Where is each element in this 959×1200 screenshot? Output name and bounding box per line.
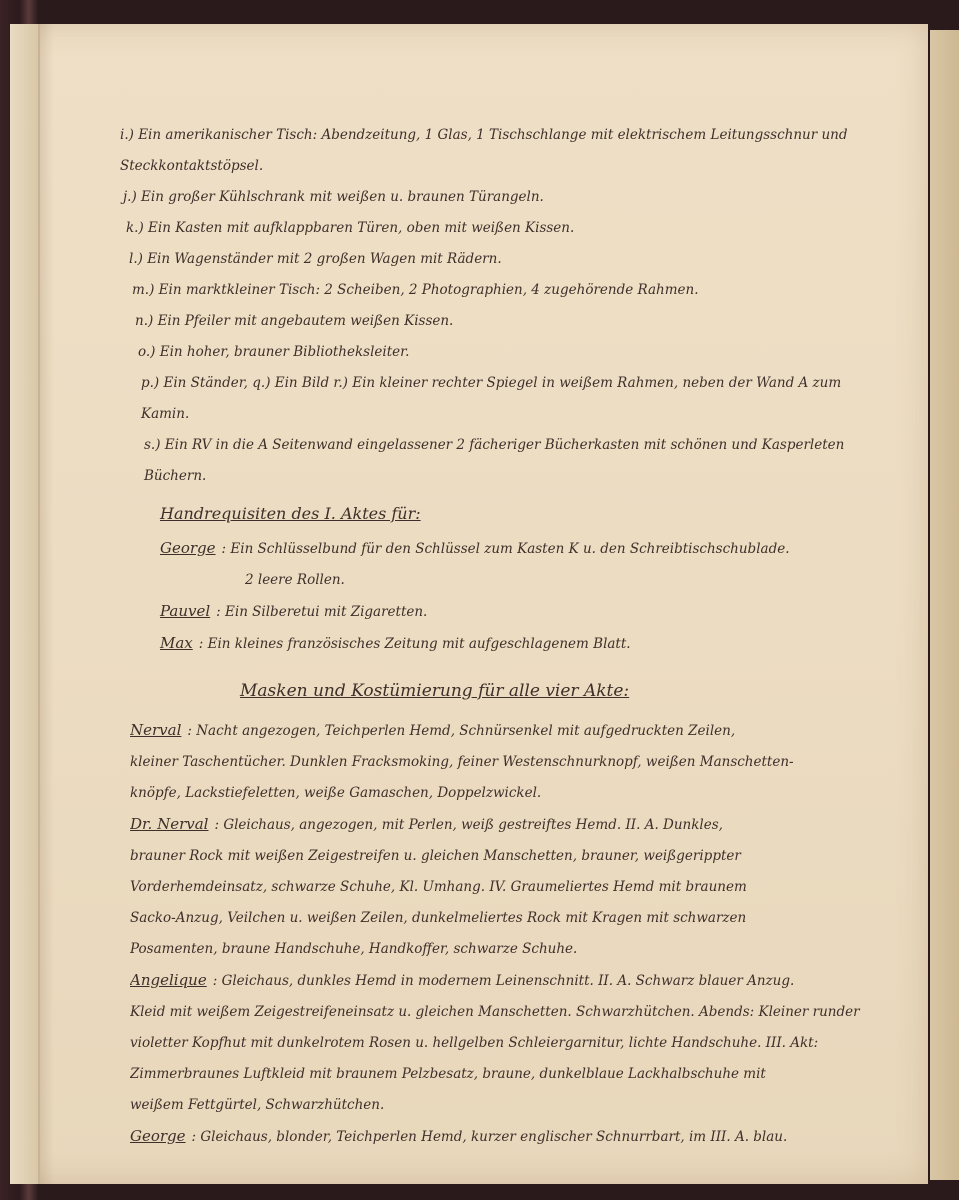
costume-text: knöpfe, Lackstiefeletten, weiße Gamaschen, Doppelzwickel.	[130, 785, 542, 801]
item-p	[120, 368, 890, 430]
costume-line	[130, 1090, 890, 1121]
costume-text: Gleichaus, angezogen, mit Perlen, weiß gestreiftes Hemd. II. A. Dunkles,	[223, 817, 723, 833]
costume-line	[130, 1059, 890, 1090]
item-i	[120, 120, 890, 182]
role-name: Pauvel	[160, 602, 211, 620]
costume-text: kleiner Taschentücher. Dunklen Fracksmoking, feiner Westenschnurknopf, weißen Manschetten-	[130, 754, 794, 770]
costume-text: Vorderhemdeinsatz, schwarze Schuhe, Kl. Umhang. IV. Graumeliertes Hemd mit braunem	[130, 879, 747, 895]
book-binding	[10, 24, 40, 1184]
costume-line	[130, 903, 890, 934]
props-heading: Handrequisiten des I. Aktes für:	[160, 504, 421, 523]
item-k	[120, 213, 890, 244]
item-text: Ein großer Kühlschrank mit weißen u. braunen Türangeln.	[141, 189, 544, 205]
item-label: i.)	[120, 127, 134, 143]
item-text: Ein Kasten mit aufklappbaren Türen, oben mit weißen Kissen.	[148, 220, 575, 236]
item-text: Ein Pfeiler mit angebautem weißen Kissen.	[157, 313, 454, 329]
item-m	[120, 275, 890, 306]
costume-role: Nerval	[130, 721, 182, 739]
costume-text: Gleichaus, blonder, Teichperlen Hemd, kurzer englischer Schnurrbart, im III. A. blau.	[200, 1129, 788, 1145]
props-text-continued: 2 leere Rollen.	[245, 572, 345, 588]
costume-text: Posamenten, braune Handschuhe, Handkoffer, schwarze Schuhe.	[130, 941, 578, 957]
item-label: n.)	[135, 313, 154, 329]
costume-line: George : Gleichaus, blonder, Teichperlen Hemd, kurzer englischer Schnurrbart, im III. A. blau.	[130, 1121, 890, 1153]
props-row: Pauvel : Ein Silberetui mit Zigaretten.	[160, 596, 890, 628]
props-row: Max : Ein kleines französisches Zeitung mit aufgeschlagenem Blatt.	[160, 628, 890, 660]
item-n	[120, 306, 890, 337]
props-text: Ein kleines französisches Zeitung mit aufgeschlagenem Blatt.	[207, 636, 631, 652]
costume-role: Dr. Nerval	[130, 815, 209, 833]
item-j	[120, 182, 890, 213]
costume-line	[130, 997, 890, 1028]
item-text: Ein Ständer, q.) Ein Bild r.) Ein kleiner rechter Spiegel in weißem Rahmen, neben der Wand A zum Kamin.	[141, 375, 842, 422]
item-label: k.)	[126, 220, 144, 236]
costume-line	[130, 872, 890, 903]
item-label: o.)	[138, 344, 156, 360]
item-text: Ein amerikanischer Tisch: Abendzeitung, 1 Glas, 1 Tischschlange mit elektrischem Leitungsschnur und Steckkontaktstöpsel.	[120, 127, 848, 174]
costume-text: Sacko-Anzug, Veilchen u. weißen Zeilen, dunkelmeliertes Rock mit Kragen mit schwarzen	[130, 910, 747, 926]
manuscript-text	[120, 120, 890, 1153]
item-label: p.)	[141, 375, 160, 391]
page-fold-shadow	[38, 24, 54, 1184]
costume-line: Dr. Nerval : Gleichaus, angezogen, mit Perlen, weiß gestreiftes Hemd. II. A. Dunkles,	[130, 809, 890, 841]
props-row: George : Ein Schlüsselbund für den Schlüssel zum Kasten K u. den Schreibtischschublade.	[160, 533, 890, 565]
item-o	[120, 337, 890, 368]
costume-text: brauner Rock mit weißen Zeigestreifen u. gleichen Manschetten, brauner, weißgerippter	[130, 848, 741, 864]
role-name: Max	[160, 634, 193, 652]
costume-line	[130, 1028, 890, 1059]
props-text: Ein Schlüsselbund für den Schlüssel zum Kasten K u. den Schreibtischschublade.	[230, 541, 790, 557]
item-list	[120, 120, 890, 492]
costume-line: Nerval : Nacht angezogen, Teichperlen Hemd, Schnürsenkel mit aufgedruckten Zeilen,	[130, 715, 890, 747]
item-l	[120, 244, 890, 275]
costume-line	[130, 934, 890, 965]
item-label: l.)	[129, 251, 143, 267]
costume-text: Nacht angezogen, Teichperlen Hemd, Schnürsenkel mit aufgedruckten Zeilen,	[196, 723, 736, 739]
costume-role: George	[130, 1127, 186, 1145]
costume-line	[130, 778, 890, 809]
item-s	[120, 430, 890, 492]
costume-text: Kleid mit weißem Zeigestreifeneinsatz u. gleichen Manschetten. Schwarzhütchen. Abends: Kleiner runder	[130, 1004, 860, 1020]
costume-text: violetter Kopfhut mit dunkelrotem Rosen u. hellgelben Schleiergarnitur, lichte Handschuhe. III. Akt:	[130, 1035, 819, 1051]
costume-role: Angelique	[130, 971, 207, 989]
item-text: Ein marktkleiner Tisch: 2 Scheiben, 2 Photographien, 4 zugehörende Rahmen.	[158, 282, 699, 298]
costume-line	[130, 747, 890, 778]
costume-list	[120, 715, 890, 1153]
costume-line	[130, 841, 890, 872]
item-label: m.)	[132, 282, 155, 298]
item-label: j.)	[123, 189, 137, 205]
page-edge	[930, 30, 959, 1180]
role-name: George	[160, 539, 216, 557]
props-list	[120, 533, 890, 660]
costume-text: Zimmerbraunes Luftkleid mit braunem Pelzbesatz, braune, dunkelblaue Lackhalbschuhe mit	[130, 1066, 766, 1082]
item-label: s.)	[144, 437, 161, 453]
costume-text: Gleichaus, dunkles Hemd in modernem Leinenschnitt. II. A. Schwarz blauer Anzug.	[221, 973, 795, 989]
costume-line: Angelique : Gleichaus, dunkles Hemd in modernem Leinenschnitt. II. A. Schwarz blauer Anzug.	[130, 965, 890, 997]
props-text: Ein Silberetui mit Zigaretten.	[225, 604, 428, 620]
item-text: Ein Wagenständer mit 2 großen Wagen mit Rädern.	[147, 251, 502, 267]
costume-heading: Masken und Kostümierung für alle vier Akte:	[240, 681, 630, 701]
costume-text: weißem Fettgürtel, Schwarzhütchen.	[130, 1097, 385, 1113]
item-text: Ein RV in die A Seitenwand eingelassener 2 fächeriger Bücherkasten mit schönen und Kasperleten Büchern.	[144, 437, 845, 484]
item-text: Ein hoher, brauner Bibliotheksleiter.	[159, 344, 410, 360]
